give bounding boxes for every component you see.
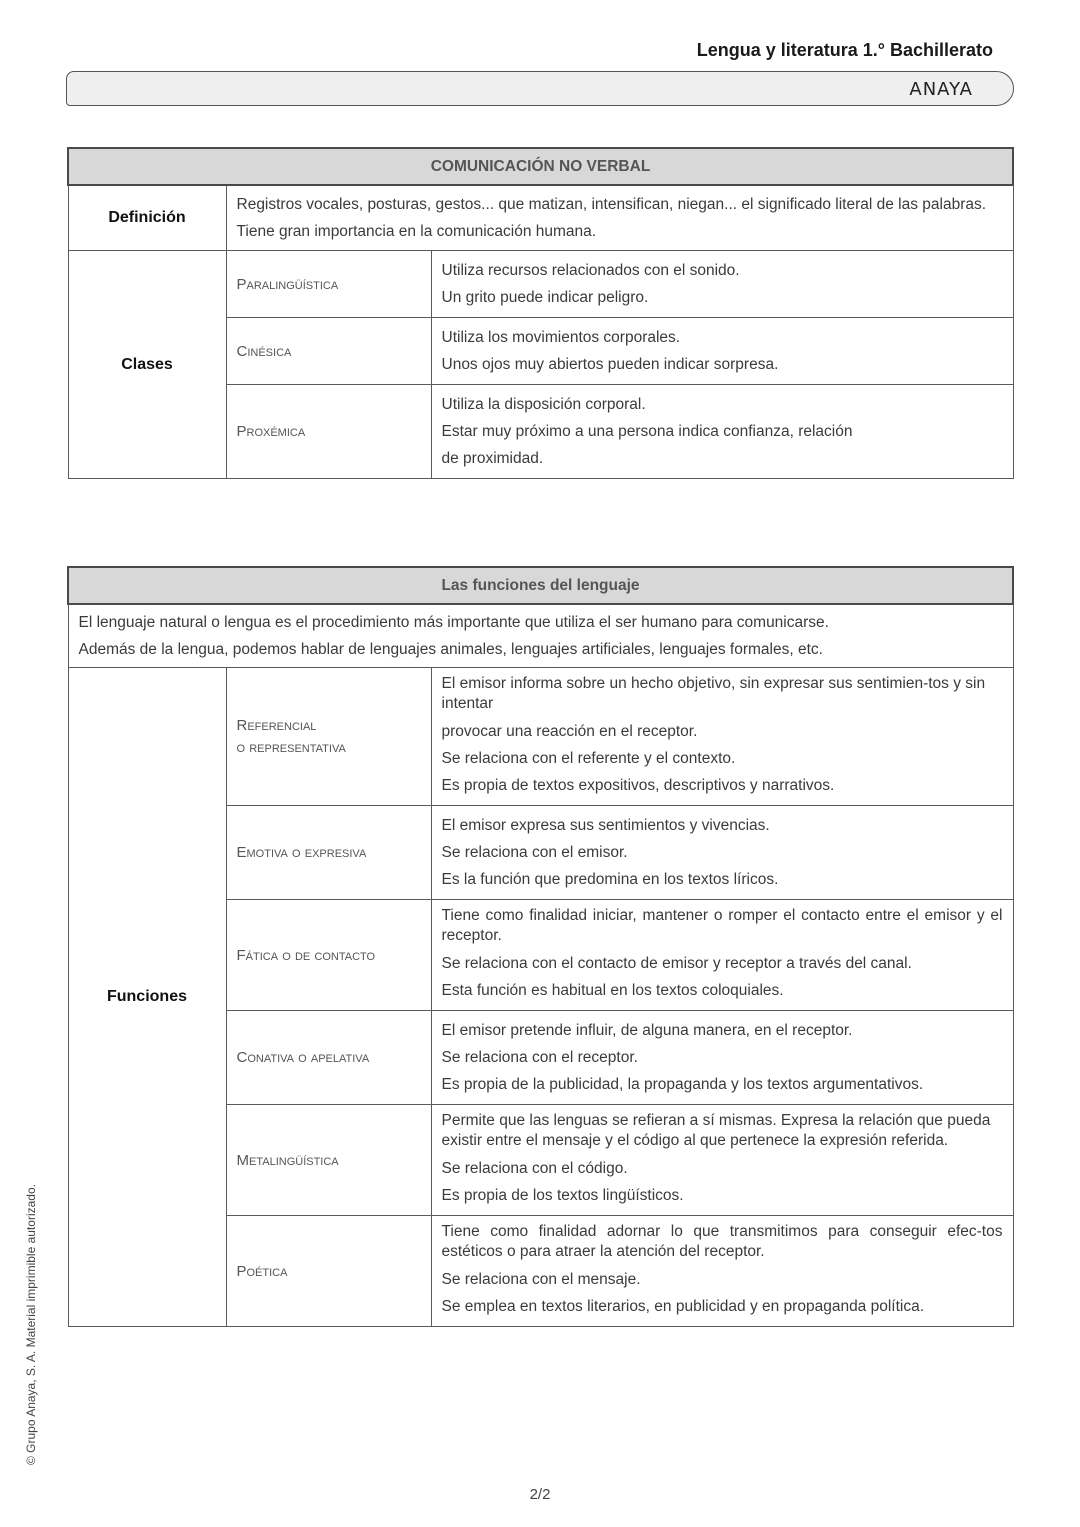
function-name: Poética [226, 1216, 431, 1327]
function-name-line: Referencial [236, 716, 317, 734]
function-name: Metalingüística [226, 1105, 431, 1216]
class-description [431, 318, 1013, 385]
description-line: Permite que las lenguas se refieran a sí mismas. Expresa la relación que pueda existir entre el mensaje y el código al que pertenece la expresión referida. [441, 1112, 991, 1149]
intro-text [68, 604, 1013, 668]
description-line: Utiliza los movimientos corporales. [441, 329, 681, 346]
function-description [431, 806, 1013, 900]
description-line: Se relaciona con el código. [441, 1160, 628, 1177]
description-line: provocar una reacción en el receptor. [441, 723, 698, 740]
table-title: COMUNICACIÓN NO VERBAL [68, 148, 1013, 185]
table-title: Las funciones del lenguaje [68, 567, 1013, 604]
description-line: Estar muy próximo a una persona indica confianza, relación [441, 423, 853, 440]
row-label: Funciones [68, 668, 226, 1327]
function-description [431, 1011, 1013, 1105]
description-line: Unos ojos muy abiertos pueden indicar sorpresa. [441, 356, 779, 373]
description-line: Es propia de la publicidad, la propaganda y los textos argumentativos. [441, 1076, 924, 1093]
definition-line: Registros vocales, posturas, gestos... que matizan, intensifican, niegan... el significado literal de las palabras. [236, 196, 987, 213]
row-label: Definición [68, 185, 226, 251]
description-line: Se relaciona con el mensaje. [441, 1271, 641, 1288]
class-description [431, 251, 1013, 318]
description-line: Se relaciona con el contacto de emisor y receptor a través del canal. [441, 955, 912, 972]
description-line: Un grito puede indicar peligro. [441, 289, 649, 306]
class-name: Proxémica [226, 385, 431, 479]
description-line: Es la función que predomina en los textos líricos. [441, 871, 779, 888]
description-line: El emisor informa sobre un hecho objetivo, sin expresar sus sentimien-tos y sin intentar [441, 675, 986, 712]
definition-line: Tiene gran importancia en la comunicación humana. [236, 223, 597, 240]
intro-line: Además de la lengua, podemos hablar de lenguajes animales, lenguajes artificiales, lenguajes formales, etc. [78, 641, 823, 658]
function-name: Conativa o apelativa [226, 1011, 431, 1105]
description-line: Utiliza la disposición corporal. [441, 396, 646, 413]
function-name: Fática o de contacto [226, 900, 431, 1011]
description-line: Se relaciona con el emisor. [441, 844, 628, 861]
function-description [431, 668, 1013, 806]
description-line: Es propia de los textos lingüísticos. [441, 1187, 684, 1204]
function-name: Emotiva o expresiva [226, 806, 431, 900]
anaya-logo: ANAYA [909, 79, 973, 100]
description-line: Se emplea en textos literarios, en publicidad y en propaganda política. [441, 1298, 925, 1315]
language-functions-table [67, 566, 1014, 1327]
row-label: Clases [68, 251, 226, 479]
function-description [431, 1105, 1013, 1216]
description-line: Utiliza recursos relacionados con el sonido. [441, 262, 740, 279]
description-line: Se relaciona con el receptor. [441, 1049, 638, 1066]
intro-line: El lenguaje natural o lengua es el procedimiento más importante que utiliza el ser humano para comunicarse. [78, 614, 829, 631]
table-row [68, 668, 1013, 806]
copyright-notice: © Grupo Anaya, S. A. Material imprimible autorizado. [24, 1184, 38, 1465]
description-line: de proximidad. [441, 450, 544, 467]
description-line: El emisor pretende influir, de alguna manera, en el receptor. [441, 1022, 853, 1039]
function-name [226, 668, 431, 806]
header-bar [66, 71, 1014, 106]
description-line: Es propia de textos expositivos, descriptivos y narrativos. [441, 777, 835, 794]
class-description [431, 385, 1013, 479]
description-line: Esta función es habitual en los textos coloquiales. [441, 982, 784, 999]
description-line: Tiene como finalidad adornar lo que transmitimos para conseguir efec-tos estéticos o para atraer la atención del receptor. [441, 1223, 1003, 1260]
table-row [68, 251, 1013, 318]
function-name-line: o representativa [236, 738, 346, 756]
function-description [431, 900, 1013, 1011]
description-line: Se relaciona con el referente y el contexto. [441, 750, 736, 767]
definition-row [68, 185, 1013, 251]
document-title: Lengua y literatura 1.° Bachillerato [696, 40, 993, 60]
definition-text [226, 185, 1013, 251]
nonverbal-communication-table [67, 147, 1014, 479]
description-line: El emisor expresa sus sentimientos y vivencias. [441, 817, 770, 834]
description-line: Tiene como finalidad iniciar, mantener o romper el contacto entre el emisor y el receptor. [441, 907, 1003, 944]
function-description [431, 1216, 1013, 1327]
intro-row [68, 604, 1013, 668]
class-name: Cinésica [226, 318, 431, 385]
page-number: 2/2 [529, 1486, 551, 1503]
class-name: Paralingüística [226, 251, 431, 318]
